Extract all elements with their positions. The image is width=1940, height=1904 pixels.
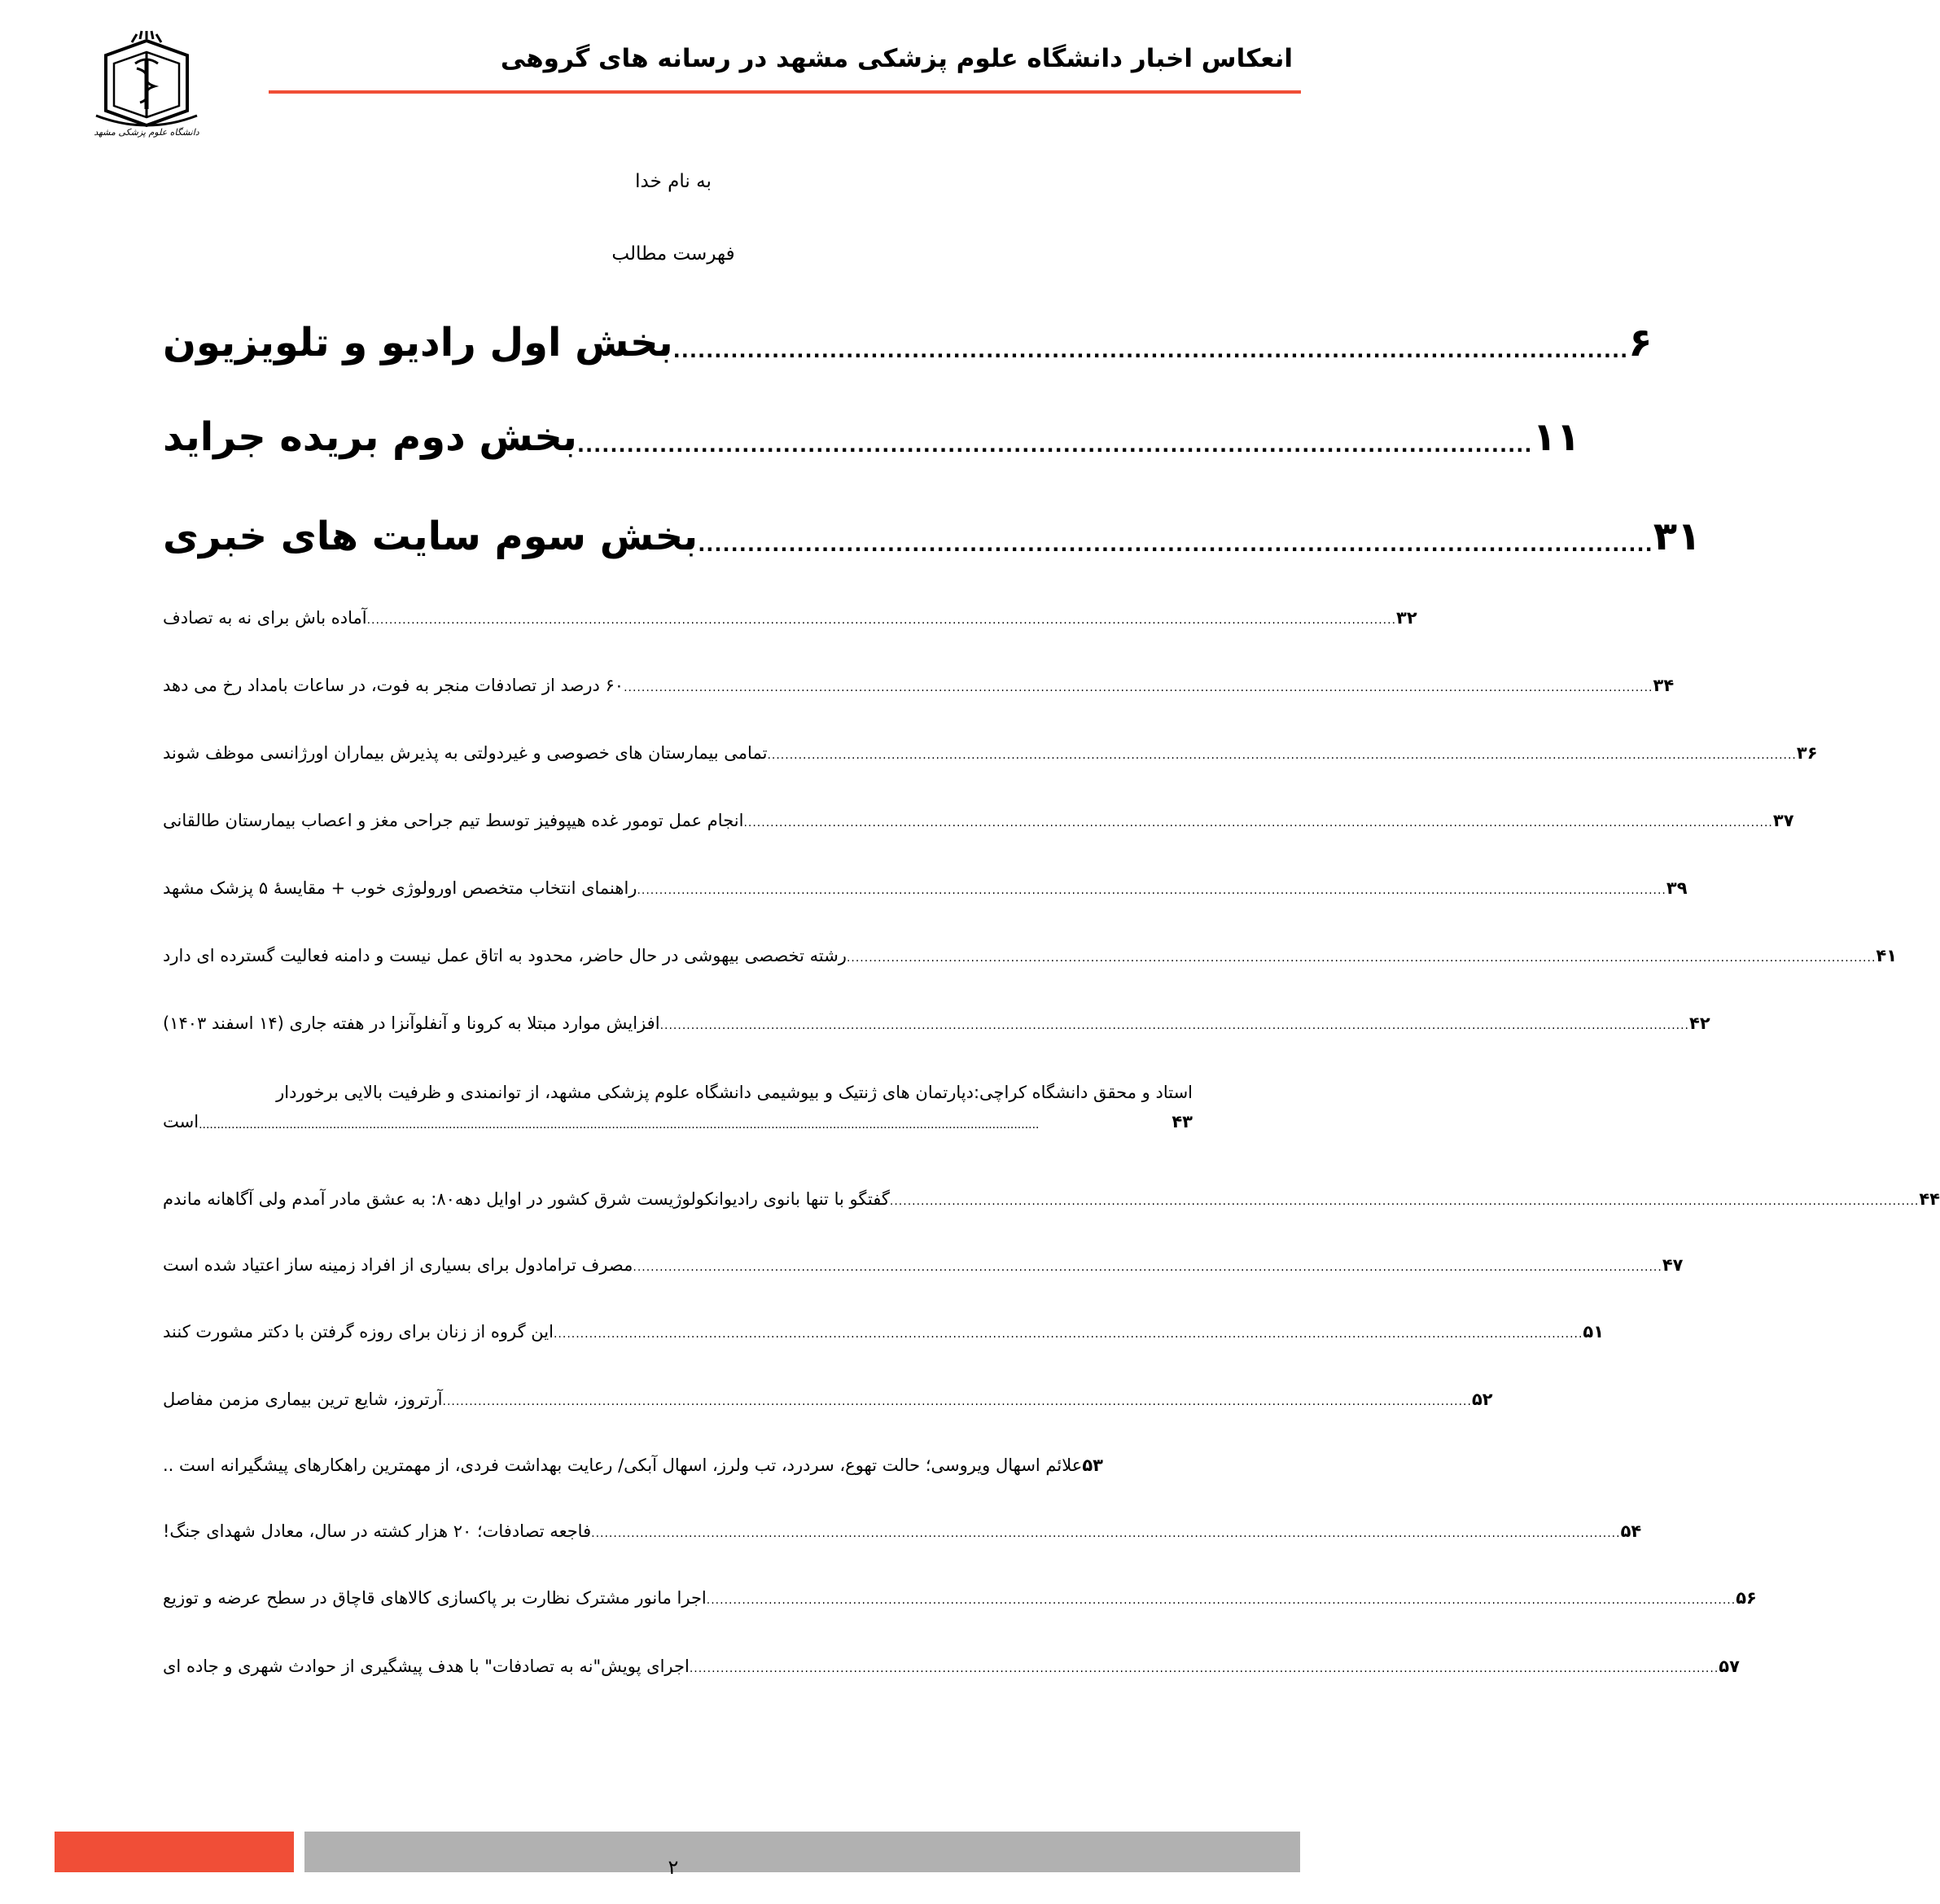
dot-leader: ........................................................................................................................................................................................................................................ (846, 952, 1877, 965)
toc-entry-page: ۴۴ (1919, 1189, 1940, 1209)
dot-leader: ........................................................................................................................................................................................................................................ (624, 681, 1653, 694)
toc-entry[interactable] (163, 1451, 1193, 1479)
toc-entry[interactable] (163, 1517, 1642, 1545)
toc-entry-title: گفتگو با تنها بانوی رادیوانکولوژیست شرق کشور در اوایل دهه۸۰: به عشق مادر آمدم ولی آگاهانه ماندم (163, 1189, 890, 1209)
university-logo (90, 31, 204, 138)
toc-entry-title: اجرا مانور مشترک نظارت بر پاکسازی کالاهای قاچاق در سطح عرضه و توزیع (163, 1588, 707, 1608)
toc-entry-page: ۴۲ (1689, 1013, 1710, 1033)
toc-entry-page: ۳۴ (1653, 676, 1675, 695)
toc-section-page: ۱۱ (1532, 414, 1581, 460)
toc-entry-page: ۴۷ (1662, 1255, 1684, 1275)
toc-entry-page: ۵۳ (1082, 1455, 1103, 1475)
toc-entry-page: ۵۱ (1583, 1322, 1605, 1342)
dot-leader: ........................................................................................................................................................................................................................................ (591, 1527, 1621, 1540)
toc-entry-page: ۳۶ (1796, 743, 1818, 763)
toc-entry-title-line1: استاد و محقق دانشگاه کراچی:دپارتمان های ژنتیک و بیوشیمی دانشگاه علوم پزشکی مشهد، از توانمندی و ظرفیت بالایی برخوردار (276, 1083, 1193, 1102)
document-header-title: انعکاس اخبار دانشگاه علوم پزشکی مشهد در رسانه های گروهی (500, 44, 1293, 73)
dot-leader: ........................................................................................................................................................................................................................................ (706, 1594, 1736, 1607)
dot-leader: ........................................................................................................................................................................................................................................ (637, 884, 1666, 897)
dot-leader: ........................................................................................................................................................................................................................................ (689, 1662, 1719, 1675)
toc-section-3[interactable] (163, 508, 1701, 565)
toc-entry-title-line2: است (163, 1112, 199, 1131)
toc-entry[interactable] (163, 1584, 1757, 1612)
toc-entry-page: ۳۷ (1772, 811, 1794, 830)
toc-section-1[interactable] (163, 314, 1653, 371)
toc-section-title: بخش دوم بریده جراید (163, 414, 577, 460)
toc-entry[interactable] (163, 672, 1675, 699)
toc-entry-title: آماده باش برای نه به تصادف (163, 608, 367, 628)
toc-entry-title: رشته تخصصی بیهوشی در حال حاضر، محدود به اتاق عمل نیست و دامنه فعالیت گسترده ای دارد (163, 946, 847, 965)
toc-section-page: ۳۱ (1653, 514, 1701, 559)
dot-leader: ........................................................................................................................................................................................................................................ (366, 614, 1397, 627)
toc-entry[interactable] (163, 1251, 1684, 1279)
toc-entry-page: ۳۲ (1396, 608, 1417, 628)
toc-entry[interactable] (163, 874, 1688, 902)
toc-entry[interactable] (163, 1185, 1940, 1213)
toc-entry-title: آرتروز، شایع ترین بیماری مزمن مفاصل (163, 1390, 443, 1409)
toc-entry-page: ۳۹ (1666, 878, 1688, 898)
toc-section-2[interactable] (163, 409, 1581, 466)
toc-entry-title: راهنمای انتخاب متخصص اورولوژی خوب + مقایسهٔ ۵ پزشک مشهد (163, 878, 637, 898)
dot-leader: ........................................................................................................................................................................................................................................ (553, 1328, 1583, 1341)
toc-entry-page: ۵۷ (1719, 1657, 1740, 1676)
dot-leader: ........................................................................................................................................................................................................................................ (767, 749, 1797, 762)
toc-heading: فهرست مطالب (611, 243, 735, 265)
toc-entry[interactable] (163, 1385, 1493, 1413)
dot-leader: ........................................................................................................................................................................................................................................ (633, 1261, 1662, 1274)
invocation: به نام خدا (635, 171, 712, 192)
toc-entry-page: ۵۶ (1736, 1588, 1757, 1608)
toc-entry-multiline[interactable] (163, 1078, 1193, 1136)
toc-entry[interactable] (163, 1318, 1605, 1346)
toc-entry-title: اجرای پویش"نه به تصادفات" با هدف پیشگیری از حوادث شهری و جاده ای (163, 1657, 690, 1676)
toc-entry-title: علائم اسهال ویروسی؛ حالت تهوع، سردرد، تب ولرز، اسهال آبکی/ رعایت بهداشت فردی، از مهمترین راهکارهای پیشگیرانه است .. (163, 1455, 1083, 1475)
toc-section-title: بخش سوم سایت های خبری (163, 514, 698, 559)
toc-entry-title: فاجعه تصادفات؛ ۲۰ هزار کشته در سال، معادل شهدای جنگ! (163, 1521, 592, 1541)
toc-entry[interactable] (163, 1009, 1710, 1037)
dot-leader: ........................................................................................................................................................................................................................................ (743, 816, 1773, 829)
dot-leader: ........................................................................................................................................................................................................................................ (442, 1395, 1472, 1408)
toc-entry[interactable] (163, 942, 1898, 970)
logo-caption: دانشگاه علوم پزشکی مشهد (94, 127, 199, 138)
toc-entry-title: این گروه از زنان برای روزه گرفتن با دکتر مشورت کنند (163, 1322, 554, 1342)
header-divider (269, 90, 1301, 94)
page-number: ۲ (668, 1856, 679, 1879)
toc-entry-page: ۴۱ (1876, 946, 1898, 965)
dot-leader: .................................................................................................................... (672, 339, 1629, 362)
toc-entry-title: ۶۰ درصد از تصادفات منجر به فوت، در ساعات بامداد رخ می دهد (163, 676, 624, 695)
dot-leader: ........................................................................................................................................................................................................................................ (889, 1195, 1920, 1208)
toc-section-page: ۶ (1628, 320, 1653, 365)
toc-entry-title: افزایش موارد مبتلا به کرونا و آنفلوآنزا در هفته جاری (۱۴ اسفند ۱۴۰۳) (163, 1013, 660, 1033)
toc-entry-title: مصرف ترامادول برای بسیاری از افراد زمینه ساز اعتیاد شده است (163, 1255, 633, 1275)
dot-leader: .................................................................................................................... (576, 434, 1533, 457)
toc-entry-page: ۵۴ (1620, 1521, 1642, 1541)
toc-entry[interactable] (163, 604, 1417, 632)
toc-entry[interactable] (163, 1652, 1740, 1680)
toc-entry-title: انجام عمل تومور غده هیپوفیز توسط تیم جراحی مغز و اعصاب بیمارستان طالقانی (163, 811, 744, 830)
dot-leader: ........................................................................................................................................................................................................................................ (659, 1019, 1690, 1032)
toc-section-title: بخش اول رادیو و تلویزیون (163, 320, 673, 365)
toc-entry-title: تمامی بیمارستان های خصوصی و غیردولتی به پذیرش بیماران اورژانسی موظف شوند (163, 743, 768, 763)
toc-entry[interactable] (163, 807, 1794, 834)
dot-leader: ........................................................................................................................................................................................................................................ (199, 1118, 1040, 1131)
toc-entry-page: ۵۲ (1471, 1390, 1493, 1409)
toc-entry[interactable] (163, 739, 1818, 767)
dot-leader: .................................................................................................................... (698, 533, 1653, 556)
toc-entry-page: ۴۳ (1171, 1112, 1193, 1131)
